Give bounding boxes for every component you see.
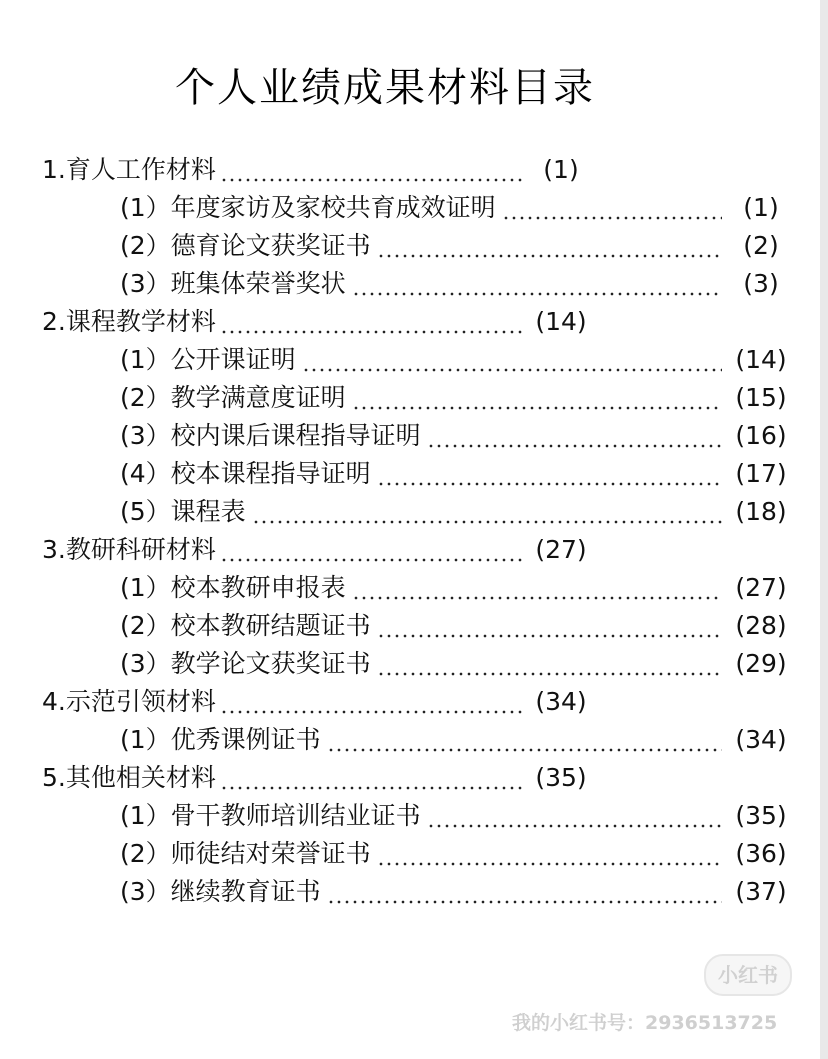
item-title: (2）师徒结对荣誉证书 <box>120 839 371 868</box>
item-page-number: (27) <box>735 573 787 602</box>
toc-item-row <box>0 797 828 835</box>
item-page-number: (36) <box>735 839 787 868</box>
item-title: (3）继续教育证书 <box>120 877 321 906</box>
dot-leader <box>377 482 722 486</box>
section-page-number: (27) <box>535 535 587 564</box>
item-page-number: (29) <box>735 649 787 678</box>
dot-leader <box>352 292 722 296</box>
item-page-number: (2) <box>743 231 779 260</box>
section-title: 4.示范引领材料 <box>42 687 216 716</box>
toc-item-row <box>0 835 828 873</box>
item-title: (1）公开课证明 <box>120 345 296 374</box>
item-page-number: (34) <box>735 725 787 754</box>
item-title: (1）优秀课例证书 <box>120 725 321 754</box>
dot-leader <box>220 330 522 334</box>
toc-section-row <box>0 759 828 797</box>
account-watermark: 我的小红书号：2936513725 <box>512 1012 778 1034</box>
section-page-number: (34) <box>535 687 587 716</box>
xiaohongshu-logo-watermark: 小红书 <box>704 954 792 996</box>
item-page-number: (28) <box>735 611 787 640</box>
toc-item-row <box>0 417 828 455</box>
dot-leader <box>252 520 722 524</box>
item-title: (2）德育论文获奖证书 <box>120 231 371 260</box>
item-title: (2）教学满意度证明 <box>120 383 346 412</box>
toc-item-row <box>0 493 828 531</box>
toc-item-row <box>0 607 828 645</box>
item-page-number: (15) <box>735 383 787 412</box>
dot-leader <box>327 748 722 752</box>
dot-leader <box>427 444 722 448</box>
page-title: 个人业绩成果材料目录 <box>175 65 595 111</box>
toc-item-row <box>0 455 828 493</box>
item-page-number: (14) <box>735 345 787 374</box>
item-page-number: (18) <box>735 497 787 526</box>
toc-item-row <box>0 227 828 265</box>
toc-item-row <box>0 189 828 227</box>
item-title: (3）班集体荣誉奖状 <box>120 269 346 298</box>
dot-leader <box>377 862 722 866</box>
item-title: (1）校本教研申报表 <box>120 573 346 602</box>
item-title: (2）校本教研结题证书 <box>120 611 371 640</box>
item-title: (3）校内课后课程指导证明 <box>120 421 421 450</box>
item-page-number: (16) <box>735 421 787 450</box>
toc-section-row <box>0 531 828 569</box>
section-page-number: (14) <box>535 307 587 336</box>
item-page-number: (17) <box>735 459 787 488</box>
item-title: (3）教学论文获奖证书 <box>120 649 371 678</box>
toc-section-row <box>0 151 828 189</box>
dot-leader <box>377 672 722 676</box>
toc-item-row <box>0 265 828 303</box>
toc-item-row <box>0 645 828 683</box>
section-title: 2.课程教学材料 <box>42 307 216 336</box>
dot-leader <box>220 558 522 562</box>
section-page-number: (1) <box>543 155 579 184</box>
dot-leader <box>377 634 722 638</box>
item-title: (4）校本课程指导证明 <box>120 459 371 488</box>
section-title: 1.育人工作材料 <box>42 155 216 184</box>
dot-leader <box>352 406 722 410</box>
dot-leader <box>302 368 722 372</box>
toc-item-row <box>0 873 828 911</box>
dot-leader <box>220 178 522 182</box>
dot-leader <box>352 596 722 600</box>
toc-item-row <box>0 721 828 759</box>
item-title: (1）年度家访及家校共育成效证明 <box>120 193 496 222</box>
table-of-contents <box>0 151 828 911</box>
item-title: (5）课程表 <box>120 497 246 526</box>
section-title: 5.其他相关材料 <box>42 763 216 792</box>
toc-item-row <box>0 341 828 379</box>
dot-leader <box>427 824 722 828</box>
item-page-number: (1) <box>743 193 779 222</box>
item-title: (1）骨干教师培训结业证书 <box>120 801 421 830</box>
item-page-number: (37) <box>735 877 787 906</box>
item-page-number: (3) <box>743 269 779 298</box>
dot-leader <box>220 710 522 714</box>
toc-item-row <box>0 569 828 607</box>
toc-section-row <box>0 303 828 341</box>
section-title: 3.教研科研材料 <box>42 535 216 564</box>
toc-item-row <box>0 379 828 417</box>
dot-leader <box>327 900 722 904</box>
section-page-number: (35) <box>535 763 587 792</box>
dot-leader <box>377 254 722 258</box>
item-page-number: (35) <box>735 801 787 830</box>
dot-leader <box>220 786 522 790</box>
toc-section-row <box>0 683 828 721</box>
dot-leader <box>502 216 722 220</box>
